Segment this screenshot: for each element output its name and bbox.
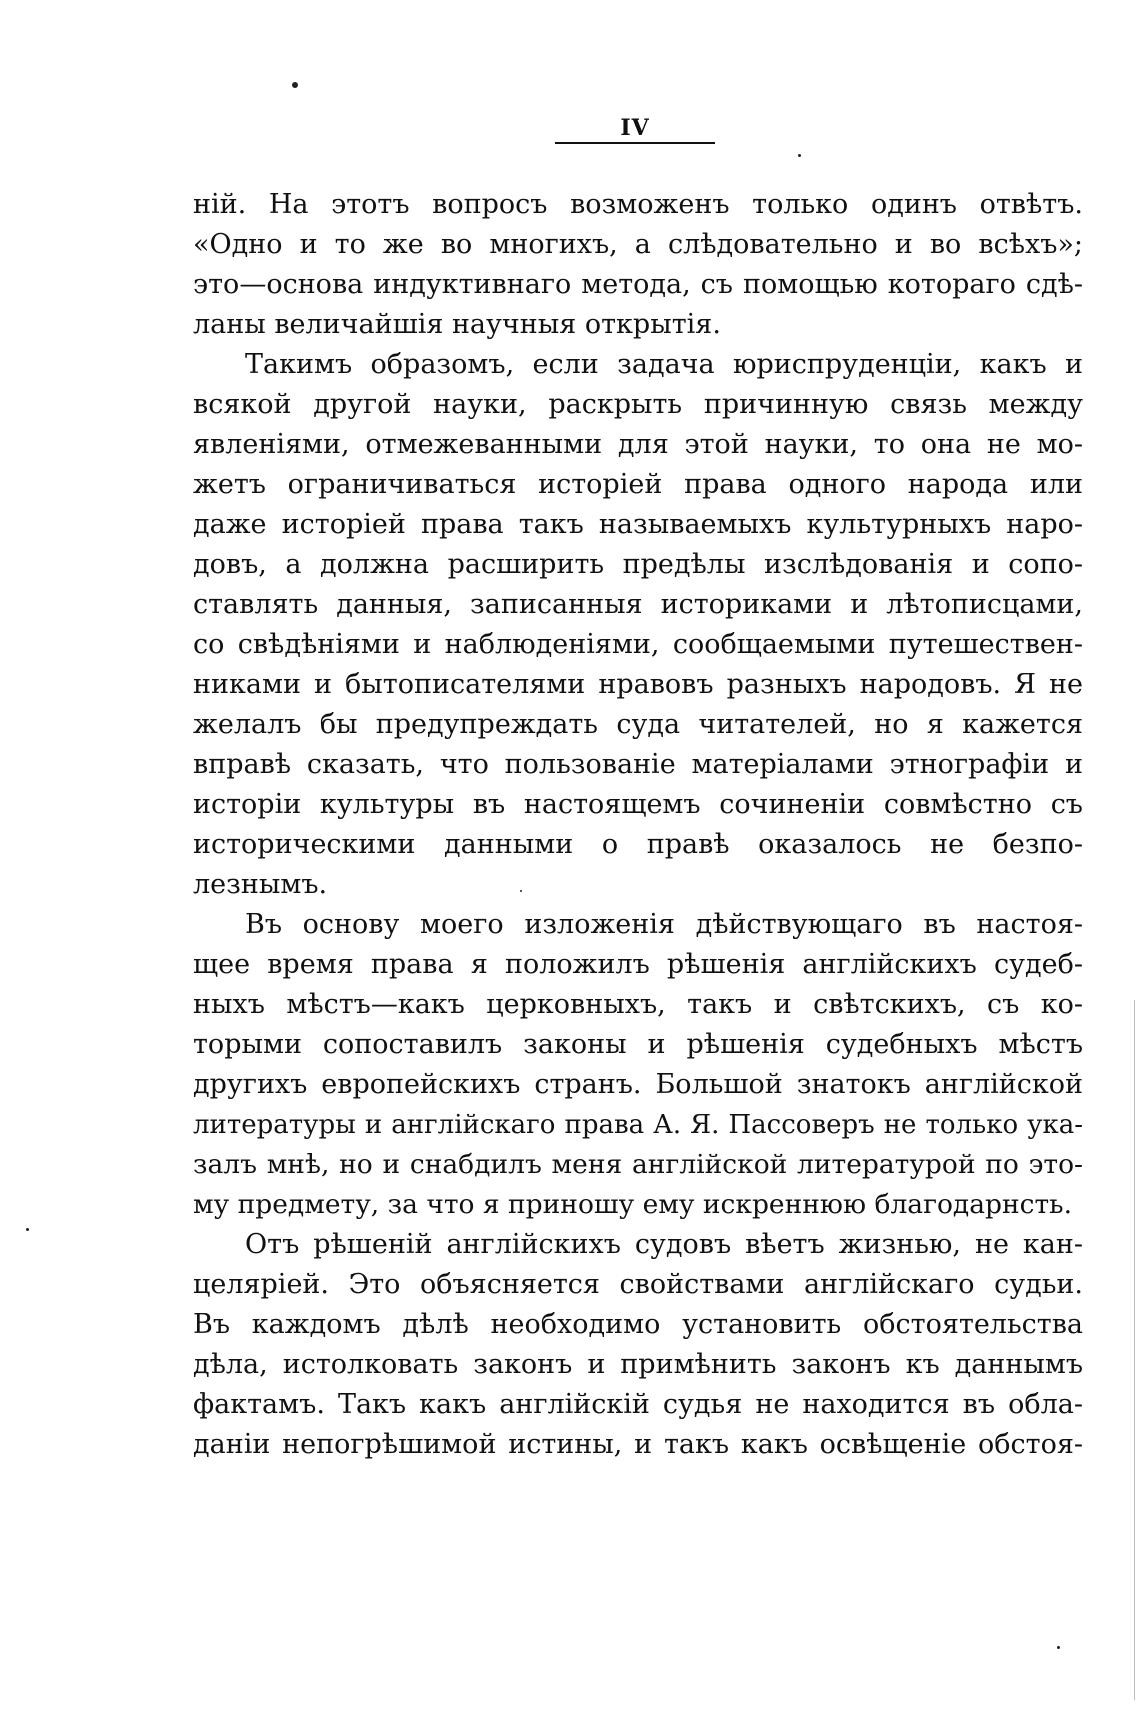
text-line: историческими данными о правѣ оказалось не безпо- xyxy=(193,829,1083,860)
text-line: ставлять данныя, записанныя историками и лѣтописцами, xyxy=(193,589,1083,620)
ink-speck xyxy=(798,154,801,157)
text-line: залъ мнѣ, но и снабдилъ меня англійской литературой по это- xyxy=(193,1149,1083,1180)
page-number: IV xyxy=(620,115,650,141)
text-line: торыми сопоставилъ законы и рѣшенія судебныхъ мѣстъ xyxy=(193,1029,1083,1060)
text-line: «Одно и то же во многихъ, а слѣдовательно и во всѣхъ»; xyxy=(193,229,1083,260)
ink-speck xyxy=(26,1228,29,1231)
paragraph-3 xyxy=(193,905,1083,1225)
text-line: ланы величайшія научныя открытія. xyxy=(193,309,721,340)
ink-speck xyxy=(1057,1646,1060,1649)
text-line: жетъ ограничиваться исторіей права одного народа или xyxy=(193,469,1083,500)
text-line: ныхъ мѣстъ—какъ церковныхъ, такъ и свѣтскихъ, съ ко- xyxy=(193,989,1083,1020)
text-line: Въ каждомъ дѣлѣ необходимо установить обстоятельства xyxy=(193,1309,1083,1340)
text-line: даже исторіей права такъ называемыхъ культурныхъ наро- xyxy=(193,509,1083,540)
body-text xyxy=(193,185,1083,1465)
text-line: фактамъ. Такъ какъ англійскій судья не находится въ обла- xyxy=(193,1389,1083,1420)
text-line: дѣла, истолковать законъ и примѣнить законъ къ даннымъ xyxy=(193,1349,1083,1380)
text-line: желалъ бы предупреждать суда читателей, но я кажется xyxy=(193,709,1083,740)
text-line: лезнымъ. xyxy=(193,869,328,900)
page-edge-shadow xyxy=(1134,1000,1135,1700)
text-line: это—основа индуктивнаго метода, съ помощью котораго сдѣ- xyxy=(193,269,1083,300)
text-line: Такимъ образомъ, если задача юриспруденціи, какъ и xyxy=(245,349,1083,380)
text-line: му предмету, за что я приношу ему искреннюю благодарнсть. xyxy=(193,1189,1073,1220)
text-line: Въ основу моего изложенія дѣйствующаго въ настоя- xyxy=(245,909,1083,940)
text-line: никами и бытописателями нравовъ разныхъ народовъ. Я не xyxy=(193,669,1083,700)
text-line: другихъ европейскихъ странъ. Большой знатокъ англійской xyxy=(193,1069,1083,1100)
text-line: ній. На этотъ вопросъ возможенъ только одинъ отвѣтъ. xyxy=(193,189,1083,220)
ink-speck xyxy=(292,82,298,88)
text-line: исторіи культуры въ настоящемъ сочиненіи совмѣстно съ xyxy=(193,789,1083,820)
text-line: довъ, а должна расширить предѣлы изслѣдованія и сопо- xyxy=(193,549,1083,580)
text-line: всякой другой науки, раскрыть причинную связь между xyxy=(193,389,1083,420)
text-line: Отъ рѣшеній англійскихъ судовъ вѣетъ жизнью, не кан- xyxy=(245,1229,1083,1260)
paragraph-4 xyxy=(193,1225,1083,1465)
text-line: со свѣдѣніями и наблюденіями, сообщаемыми путешествен- xyxy=(193,629,1083,660)
text-line: целяріей. Это объясняется свойствами англійскаго судьи. xyxy=(193,1269,1083,1300)
paragraph-2 xyxy=(193,345,1083,905)
header-rule xyxy=(555,142,715,144)
text-line: щее время права я положилъ рѣшенія англійскихъ судеб- xyxy=(193,949,1083,980)
text-line: даніи непогрѣшимой истины, и такъ какъ освѣщеніе обстоя- xyxy=(193,1429,1083,1460)
text-line: вправѣ сказать, что пользованіе матеріалами этнографіи и xyxy=(193,749,1083,780)
paragraph-1 xyxy=(193,185,1083,345)
text-line: литературы и англійскаго права А. Я. Пассоверъ не только ука- xyxy=(193,1110,1083,1140)
text-line: явленіями, отмежеванными для этой науки, то она не мо- xyxy=(193,429,1083,460)
